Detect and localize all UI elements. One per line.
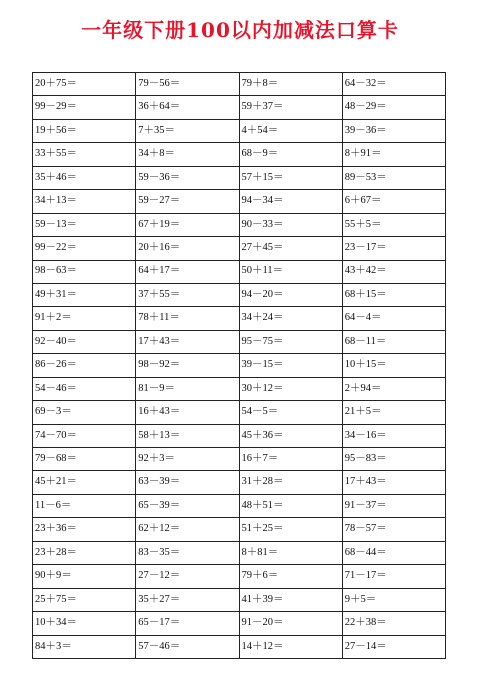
problem-cell: 2＋94＝ [342,377,445,400]
problem-cell: 8＋91＝ [342,143,445,166]
problem-cell: 30＋12＝ [239,377,342,400]
problem-cell: 59－27＝ [136,190,239,213]
table-row [33,330,446,353]
problem-cell: 78＋11＝ [136,307,239,330]
problem-cell: 57－46＝ [136,635,239,659]
problem-cell: 27－14＝ [342,635,445,659]
table-row [33,237,446,260]
problem-cell: 19＋56＝ [33,119,136,142]
problem-cell: 43＋42＝ [342,260,445,283]
problem-cell: 34＋24＝ [239,307,342,330]
problem-cell: 54－5＝ [239,401,342,424]
problem-cell: 34＋13＝ [33,190,136,213]
problem-cell: 57＋15＝ [239,166,342,189]
problem-cell: 79－56＝ [136,73,239,96]
problem-cell: 63－39＝ [136,471,239,494]
problem-cell: 27－12＝ [136,565,239,588]
problem-cell: 62＋12＝ [136,518,239,541]
problem-cell: 65－39＝ [136,494,239,517]
table-row [33,541,446,564]
table-row [33,190,446,213]
problem-cell: 95－83＝ [342,448,445,471]
problem-cell: 59－13＝ [33,213,136,236]
problem-cell: 64－32＝ [342,73,445,96]
table-row [33,612,446,635]
table-row [33,354,446,377]
problem-cell: 16＋7＝ [239,448,342,471]
problem-cell: 35＋46＝ [33,166,136,189]
page-title: 一年级下册100以内加减法口算卡 [81,18,399,42]
problem-cell: 64－4＝ [342,307,445,330]
problem-cell: 92＋3＝ [136,448,239,471]
problem-cell: 81－9＝ [136,377,239,400]
problem-cell: 23－17＝ [342,237,445,260]
problem-cell: 39－36＝ [342,119,445,142]
problem-cell: 39－15＝ [239,354,342,377]
table-row [33,635,446,659]
problem-cell: 68－44＝ [342,541,445,564]
problem-cell: 7＋35＝ [136,119,239,142]
problem-cell: 17＋43＝ [342,471,445,494]
table-row [33,377,446,400]
problem-cell: 59＋37＝ [239,96,342,119]
problem-cell: 35＋27＝ [136,588,239,611]
problem-cell: 27＋45＝ [239,237,342,260]
problem-cell: 34＋8＝ [136,143,239,166]
problem-cell: 94－20＝ [239,283,342,306]
problem-cell: 11－6＝ [33,494,136,517]
problem-cell: 65－17＝ [136,612,239,635]
problem-cell: 45＋36＝ [239,424,342,447]
problem-cell: 68＋15＝ [342,283,445,306]
problem-cell: 79－68＝ [33,448,136,471]
table-row [33,471,446,494]
table-row [33,166,446,189]
table-row [33,73,446,96]
problem-cell: 90－33＝ [239,213,342,236]
problem-cell: 31＋28＝ [239,471,342,494]
problem-cell: 94－34＝ [239,190,342,213]
problem-cell: 37＋55＝ [136,283,239,306]
problem-cell: 17＋43＝ [136,330,239,353]
problem-cell: 78－57＝ [342,518,445,541]
problem-cell: 48＋51＝ [239,494,342,517]
problem-cell: 89－53＝ [342,166,445,189]
problem-cell: 67＋19＝ [136,213,239,236]
problem-cell: 64＋17＝ [136,260,239,283]
problem-cell: 91－20＝ [239,612,342,635]
problem-cell: 99－22＝ [33,237,136,260]
problem-cell: 23＋28＝ [33,541,136,564]
table-row [33,588,446,611]
table-row [33,283,446,306]
problem-cell: 54－46＝ [33,377,136,400]
problem-cell: 21＋5＝ [342,401,445,424]
problem-cell: 58＋13＝ [136,424,239,447]
problem-cell: 22＋38＝ [342,612,445,635]
problem-cell: 69－3＝ [33,401,136,424]
table-row [33,143,446,166]
problem-cell: 83－35＝ [136,541,239,564]
problem-cell: 91－37＝ [342,494,445,517]
problem-cell: 33＋55＝ [33,143,136,166]
problem-cell: 23＋36＝ [33,518,136,541]
table-row [33,96,446,119]
problem-cell: 8＋81＝ [239,541,342,564]
arithmetic-grid [32,72,446,659]
problem-cell: 95－75＝ [239,330,342,353]
problem-cell: 20＋16＝ [136,237,239,260]
problem-cell: 16＋43＝ [136,401,239,424]
table-row [33,565,446,588]
table-row [33,119,446,142]
problem-cell: 71－17＝ [342,565,445,588]
problem-cell: 14＋12＝ [239,635,342,659]
problem-cell: 92－40＝ [33,330,136,353]
table-row [33,307,446,330]
problem-cell: 91＋2＝ [33,307,136,330]
grid-body [33,73,446,659]
problem-cell: 50＋11＝ [239,260,342,283]
problem-cell: 20＋75＝ [33,73,136,96]
problem-cell: 51＋25＝ [239,518,342,541]
problem-cell: 55＋5＝ [342,213,445,236]
problem-cell: 25＋75＝ [33,588,136,611]
problem-cell: 74－70＝ [33,424,136,447]
problem-cell: 10＋15＝ [342,354,445,377]
table-row [33,448,446,471]
problem-cell: 48－29＝ [342,96,445,119]
problem-cell: 6＋67＝ [342,190,445,213]
problem-cell: 68－9＝ [239,143,342,166]
problem-cell: 68－11＝ [342,330,445,353]
table-row [33,260,446,283]
problem-cell: 36＋64＝ [136,96,239,119]
table-row [33,401,446,424]
problem-cell: 99－29＝ [33,96,136,119]
problem-cell: 90＋9＝ [33,565,136,588]
problem-cell: 10＋34＝ [33,612,136,635]
problem-cell: 79＋6＝ [239,565,342,588]
problem-cell: 4＋54＝ [239,119,342,142]
problem-cell: 98－63＝ [33,260,136,283]
table-row [33,518,446,541]
problem-cell: 86－26＝ [33,354,136,377]
problem-cell: 59－36＝ [136,166,239,189]
problem-cell: 41＋39＝ [239,588,342,611]
problem-cell: 79＋8＝ [239,73,342,96]
problem-cell: 98－92＝ [136,354,239,377]
problem-cell: 49＋31＝ [33,283,136,306]
problem-cell: 84＋3＝ [33,635,136,659]
table-row [33,213,446,236]
table-row [33,494,446,517]
problem-cell: 45＋21＝ [33,471,136,494]
problem-cell: 9＋5＝ [342,588,445,611]
problem-cell: 34－16＝ [342,424,445,447]
table-row [33,424,446,447]
